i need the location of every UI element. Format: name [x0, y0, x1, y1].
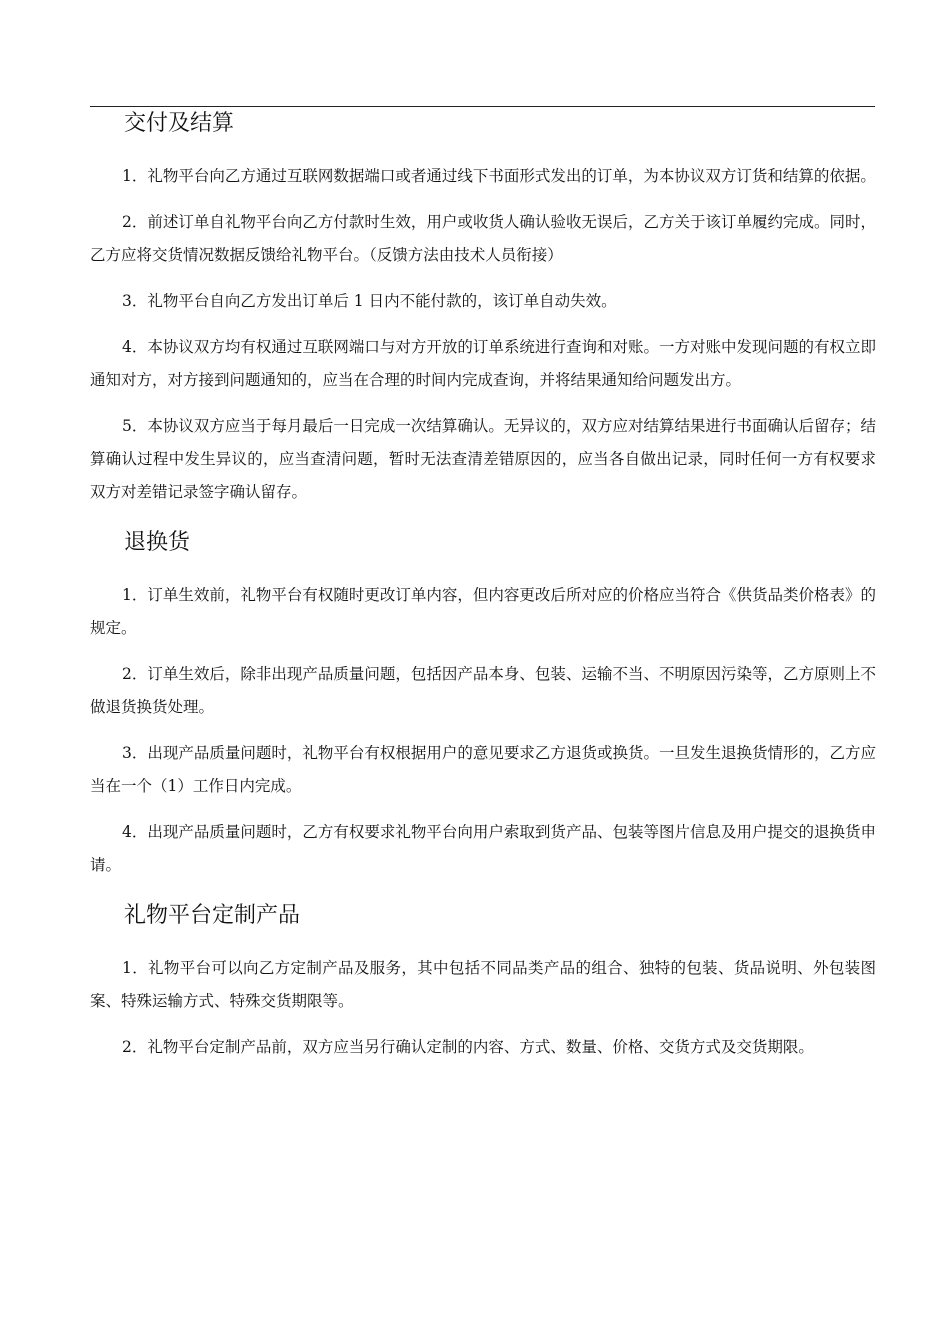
paragraph: 1．礼物平台可以向乙方定制产品及服务，其中包括不同品类产品的组合、独特的包装、货品说明、外包装图案、特殊运输方式、特殊交货期限等。 — [90, 959, 876, 1010]
section-heading: 交付及结算 — [124, 111, 235, 136]
section-custom-products — [90, 900, 876, 1064]
section-delivery-settlement — [90, 108, 876, 509]
paragraph: 2．订单生效后，除非出现产品质量问题，包括因产品本身、包装、运输不当、不明原因污染等，乙方原则上不做退货换货处理。 — [90, 665, 876, 716]
document-body — [90, 108, 876, 1077]
section-returns-exchanges — [90, 527, 876, 882]
header-rule — [90, 106, 875, 107]
section-heading: 退换货 — [124, 530, 191, 555]
paragraph: 1．礼物平台向乙方通过互联网数据端口或者通过线下书面形式发出的订单，为本协议双方订货和结算的依据。 — [122, 167, 876, 185]
paragraph: 3．礼物平台自向乙方发出订单后 1 日内不能付款的，该订单自动失效。 — [122, 292, 617, 310]
paragraph: 2．礼物平台定制产品前，双方应当另行确认定制的内容、方式、数量、价格、交货方式及交货期限。 — [122, 1038, 814, 1056]
paragraph: 4．本协议双方均有权通过互联网端口与对方开放的订单系统进行查询和对账。一方对账中发现问题的有权立即通知对方，对方接到问题通知的，应当在合理的时间内完成查询，并将结果通知给问题发出方。 — [90, 338, 876, 389]
section-heading: 礼物平台定制产品 — [124, 903, 301, 928]
paragraph: 3．出现产品质量问题时，礼物平台有权根据用户的意见要求乙方退货或换货。一旦发生退换货情形的，乙方应当在一个（1）工作日内完成。 — [90, 744, 876, 795]
paragraph: 4．出现产品质量问题时，乙方有权要求礼物平台向用户索取到货产品、包装等图片信息及用户提交的退换货申请。 — [90, 823, 876, 874]
paragraph: 5．本协议双方应当于每月最后一日完成一次结算确认。无异议的，双方应对结算结果进行书面确认后留存；结算确认过程中发生异议的，应当查清问题，暂时无法查清差错原因的，应当各自做出记录，同时任何一方有权要求双方对差错记录签字确认留存。 — [90, 417, 876, 501]
paragraph: 2．前述订单自礼物平台向乙方付款时生效，用户或收货人确认验收无误后，乙方关于该订单履约完成。同时，乙方应将交货情况数据反馈给礼物平台。（反馈方法由技术人员衔接） — [90, 213, 876, 264]
paragraph: 1．订单生效前，礼物平台有权随时更改订单内容，但内容更改后所对应的价格应当符合《供货品类价格表》的规定。 — [90, 586, 876, 637]
